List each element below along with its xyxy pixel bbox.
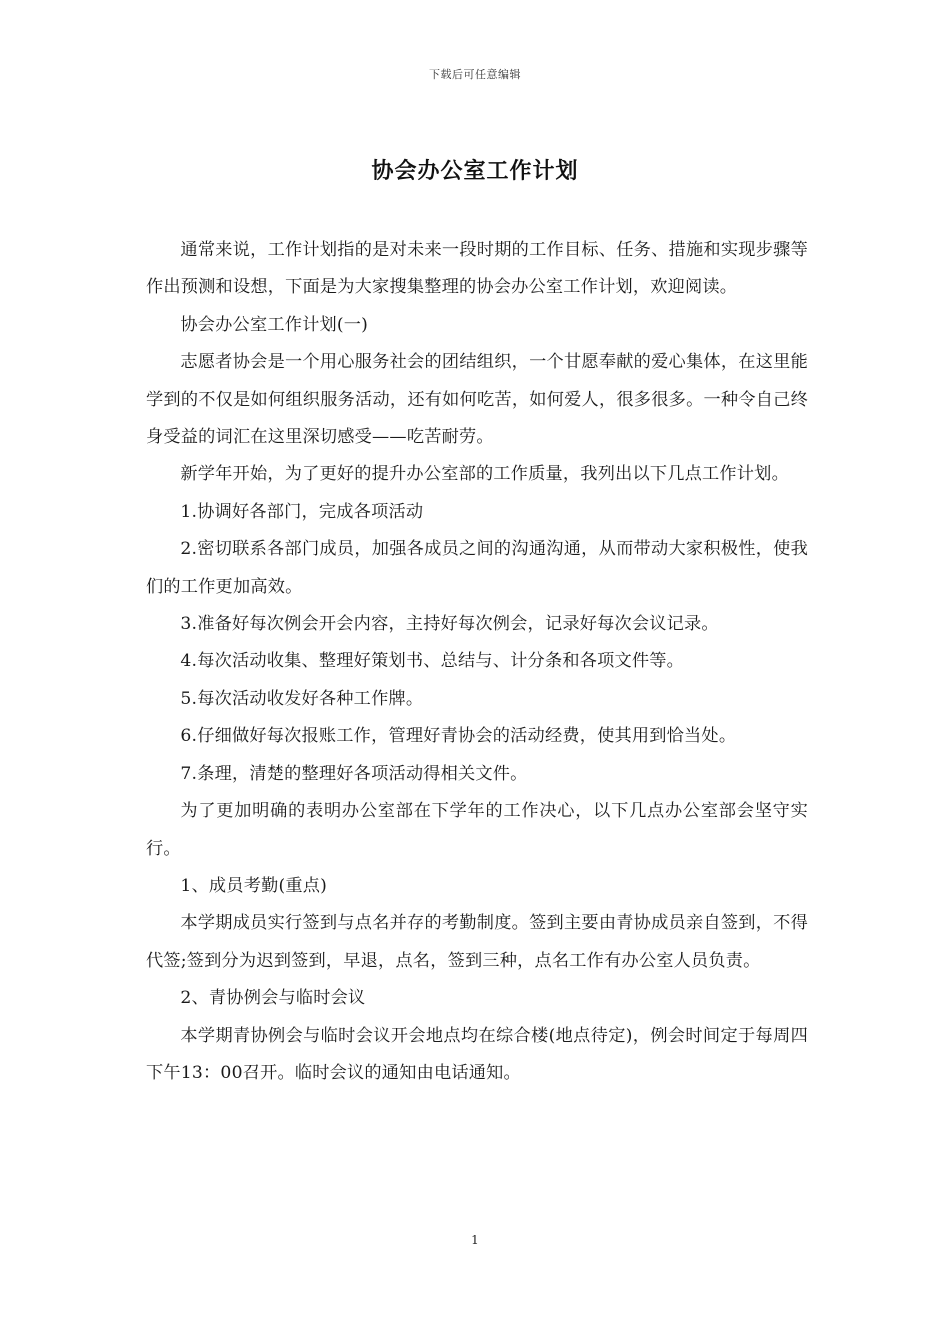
paragraph-meetings: 本学期青协例会与临时会议开会地点均在综合楼(地点待定)，例会时间定于每周四下午13：00召开。临时会议的通知由电话通知。 [146, 1025, 808, 1083]
list-item-5: 5.每次活动收发好各种工作牌。 [180, 688, 424, 709]
list-item-2: 2.密切联系各部门成员，加强各成员之间的沟通沟通，从而带动大家积极性，使我们的工作更加高效。 [146, 539, 808, 597]
page-number: 1 [471, 1233, 479, 1247]
paragraph-attendance: 本学期成员实行签到与点名并存的考勤制度。签到主要由青协成员亲自签到，不得代签;签到分为迟到签到，早退，点名，签到三种，点名工作有办公室人员负责。 [146, 913, 808, 971]
document-body [146, 232, 808, 1092]
paragraph-new-year: 新学年开始，为了更好的提升办公室部的工作质量，我列出以下几点工作计划。 [180, 464, 789, 485]
section-heading-meetings: 2、青协例会与临时会议 [180, 988, 366, 1009]
paragraph-intro: 通常来说，工作计划指的是对未来一段时期的工作目标、任务、措施和实现步骤等作出预测和设想，下面是为大家搜集整理的协会办公室工作计划，欢迎阅读。 [146, 240, 808, 298]
paragraph-determination: 为了更加明确的表明办公室部在下学年的工作决心，以下几点办公室部会坚守实行。 [146, 801, 808, 859]
paragraph-association: 志愿者协会是一个用心服务社会的团结组织，一个甘愿奉献的爱心集体，在这里能学到的不仅是如何组织服务活动，还有如何吃苦，如何爱人，很多很多。一种令自己终身受益的词汇在这里深切感受——吃苦耐劳。 [146, 352, 808, 448]
section-heading-attendance: 1、成员考勤(重点) [180, 875, 328, 896]
list-item-7: 7.条理，清楚的整理好各项活动得相关文件。 [180, 763, 528, 784]
list-item-6: 6.仔细做好每次报账工作，管理好青协会的活动经费，使其用到恰当处。 [180, 726, 737, 747]
list-item-3: 3.准备好每次例会开会内容，主持好每次例会，记录好每次会议记录。 [180, 614, 719, 635]
list-item-4: 4.每次活动收集、整理好策划书、总结与、计分条和各项文件等。 [180, 651, 685, 672]
section-heading-plan-one: 协会办公室工作计划(一) [180, 314, 369, 335]
list-item-1: 1.协调好各部门，完成各项活动 [180, 501, 424, 522]
document-title: 协会办公室工作计划 [371, 158, 579, 184]
header-note: 下载后可任意编辑 [429, 68, 521, 81]
